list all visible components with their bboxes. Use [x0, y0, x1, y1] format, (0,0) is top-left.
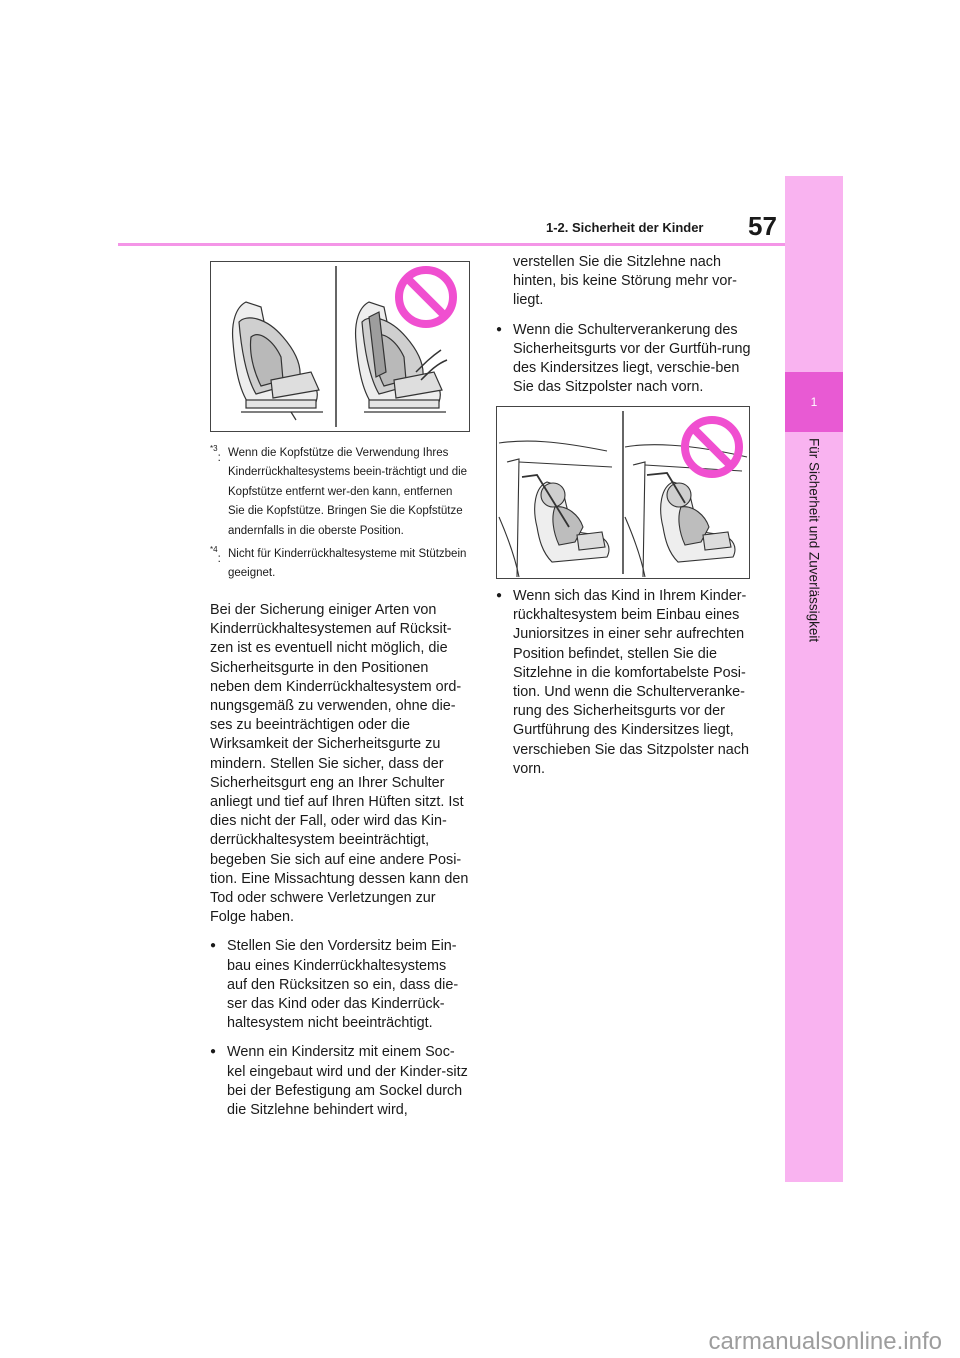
section-title: 1-2. Sicherheit der Kinder	[546, 220, 704, 235]
footnote-mark: *4	[210, 545, 218, 555]
footnote: $^{*3}$: Wenn die Kopfstütze die Verwendung Ihres Kinderrückhaltesystems beein-trächtigt und die Kopfstütze entfernt wer-den kann, entfernen Sie die Kopfstütze. Bringen Sie die Kopfstütze andernfalls in die oberste Position.	[210, 444, 472, 541]
left-column	[210, 601, 470, 1130]
footnote-text: Nicht für Kinderrückhaltesysteme mit Stützbein geeignet.	[228, 548, 467, 580]
chapter-title: Für Sicherheit und Zuverlässigkeit	[806, 438, 822, 643]
bullet-icon	[210, 937, 227, 1033]
footnote-mark: *3	[210, 444, 218, 453]
figure-belt-anchor-svg	[497, 407, 749, 578]
car-seat-left-illustration	[233, 302, 323, 420]
chapter-number-tab[interactable]	[785, 372, 843, 432]
footnote-text: Wenn die Kopfstütze die Verwendung Ihres Kinderrückhaltesystems beein-trächtigt und die Kopfstütze entfernt wer-den kann, entfernen Sie die Kopfstütze. Bringen Sie die Kopfstütze andernfalls in die oberste Position.	[228, 447, 468, 537]
header-rule	[118, 243, 785, 246]
bullet-text: Wenn die Schulterverankerung des Sicherheitsgurts vor der Gurtfüh-rung des Kindersitzes liegt, verschie-ben Sie das Sitzpolster nach vorn.	[513, 321, 751, 396]
footnote: $^{*4}$: Nicht für Kinderrückhaltesysteme mit Stützbein geeignet.	[210, 545, 472, 584]
bullet-text: Wenn sich das Kind in Ihrem Kinder-rückhaltesystem beim Einbau eines Juniorsitzes in einer sehr aufrechten Position befindet, stellen Sie die Sitzlehne in die komfortabelste Posi-tion. Und wenn die Schulterveranke-rung des Sicherheitsgurts vor der Gurtführung des Kindersitzes liegt, verschieben Sie das Sitzpolster nach vorn.	[513, 588, 749, 777]
body-paragraph: Bei der Sicherung einiger Arten von Kinderrückhaltesystemen auf Rücksit-zen ist es eventuell nicht möglich, die Sicherheitsgurte in den Positionen neben dem Kinderrückhaltesystem ord-nungsgemäß zu verwenden, ohne die-ses zu beeinträchtigen oder die Wirksamkeit der Sicherheitsgurte zu mindern. Stellen Sie sicher, dass der Sicherheitsgurt eng an Ihrer Schulter anliegt und tief auf Ihren Hüften sitzt. Ist dies nicht der Fall, oder wird das Kin-derrückhaltesystem beeinträchtigt, begeben Sie sich auf eine andere Posi-tion. Eine Missachtung dessen kann den Tod oder schwere Verletzungen zur Folge haben.	[210, 602, 469, 926]
bullet-icon	[496, 321, 513, 398]
figure-belt-anchor	[496, 406, 750, 579]
car-seat-right-illustration	[356, 302, 447, 412]
bullet-text: Wenn ein Kindersitz mit einem Soc-kel eingebaut wird und der Kinder-sitz bei der Befestigung am Sockel durch die Sitzlehne behindert wird,	[227, 1044, 468, 1119]
prohibition-icon	[399, 270, 453, 324]
bullet-icon	[496, 587, 513, 779]
page-number: 57	[748, 211, 777, 241]
right-column-top	[496, 253, 756, 407]
bullet-item	[496, 321, 756, 398]
figure-headrest-svg	[211, 262, 469, 431]
bullet-item	[496, 587, 756, 779]
chapter-sidebar	[785, 176, 843, 1182]
chapter-number: 1	[810, 395, 818, 409]
watermark: carmanualsonline.info	[708, 1328, 942, 1355]
footnotes	[210, 444, 472, 588]
bullet-item	[210, 937, 470, 1033]
figure-headrest-interference	[210, 261, 470, 432]
bullet-icon	[210, 1043, 227, 1120]
right-column-bottom	[496, 587, 756, 789]
bullet-text: Stellen Sie den Vordersitz beim Ein-bau eines Kinderrückhaltesystems auf den Rücksitzen so ein, dass die-ser das Kind oder das Kinderrück-haltesystem nicht beeinträchtigt.	[227, 938, 459, 1032]
bullet-item	[210, 1043, 470, 1120]
bullet-continuation: verstellen Sie die Sitzlehne nach hinten, bis keine Störung mehr vor-liegt.	[513, 254, 737, 309]
car-interior-left-illustration	[499, 441, 612, 577]
